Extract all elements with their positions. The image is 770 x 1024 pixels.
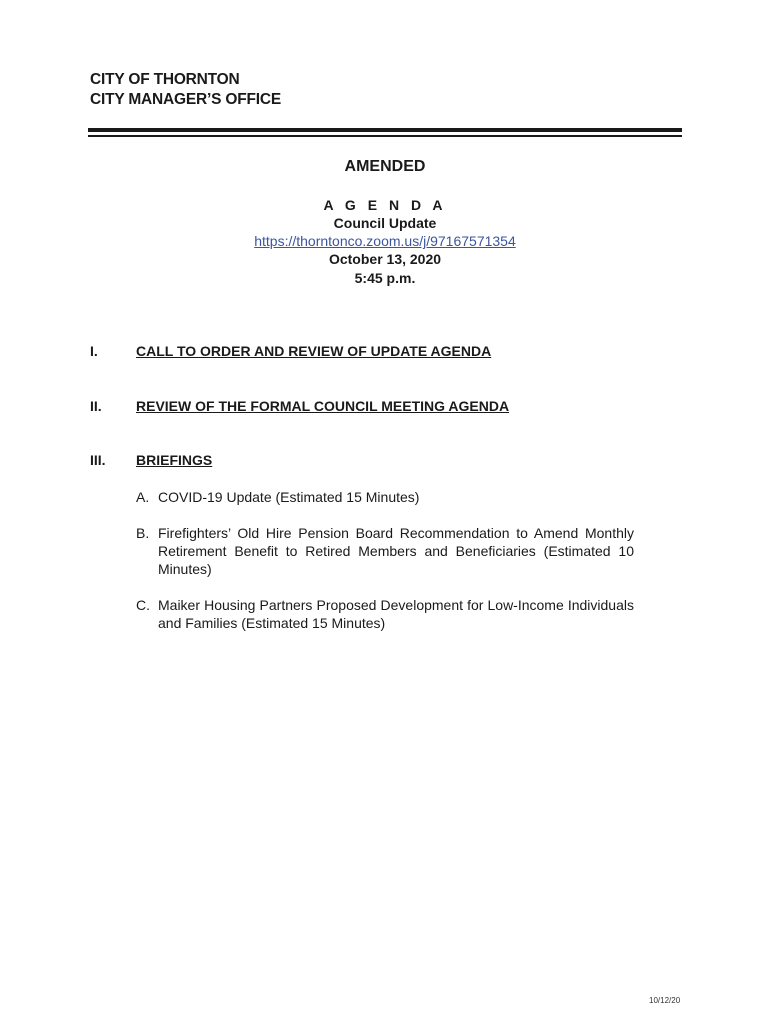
section-number: II. [90, 398, 102, 414]
agenda-title: A G E N D A [323, 197, 447, 213]
section-number: I. [90, 343, 98, 359]
briefing-letter: A. [136, 489, 150, 505]
section-title: BRIEFINGS [136, 452, 213, 468]
office-name: CITY MANAGER’S OFFICE [90, 91, 281, 108]
briefing-letter: C. [136, 597, 150, 613]
amended-label: AMENDED [344, 158, 426, 175]
briefing-item-c [136, 596, 634, 632]
header-divider-thick [88, 128, 682, 132]
briefing-text: COVID-19 Update (Estimated 15 Minutes) [158, 489, 420, 505]
section-title: CALL TO ORDER AND REVIEW OF UPDATE AGENDA [136, 343, 492, 359]
briefing-letter: B. [136, 525, 150, 541]
footer-date-stamp: 10/12/20 [649, 996, 681, 1005]
briefing-item-b [136, 524, 634, 578]
section-title: REVIEW OF THE FORMAL COUNCIL MEETING AGENDA [136, 398, 510, 414]
meeting-time: 5:45 p.m. [354, 270, 416, 286]
header-divider-thin [88, 135, 682, 137]
section-number: III. [90, 452, 106, 468]
meeting-date: October 13, 2020 [328, 251, 442, 267]
briefing-text: Maiker Housing Partners Proposed Development for Low-Income Individuals and Families (Estimated 15 Minutes) [158, 597, 634, 631]
briefing-text: Firefighters’ Old Hire Pension Board Recommendation to Amend Monthly Retirement Benefit to Retired Members and Beneficiaries (Estimated 10 Minutes) [158, 525, 634, 577]
zoom-meeting-link[interactable]: https://thorntonco.zoom.us/j/97167571354 [254, 233, 516, 249]
city-name: CITY OF THORNTON [90, 71, 240, 88]
office-header [90, 70, 281, 110]
briefing-item-a [136, 488, 634, 506]
meeting-name: Council Update [333, 215, 437, 231]
